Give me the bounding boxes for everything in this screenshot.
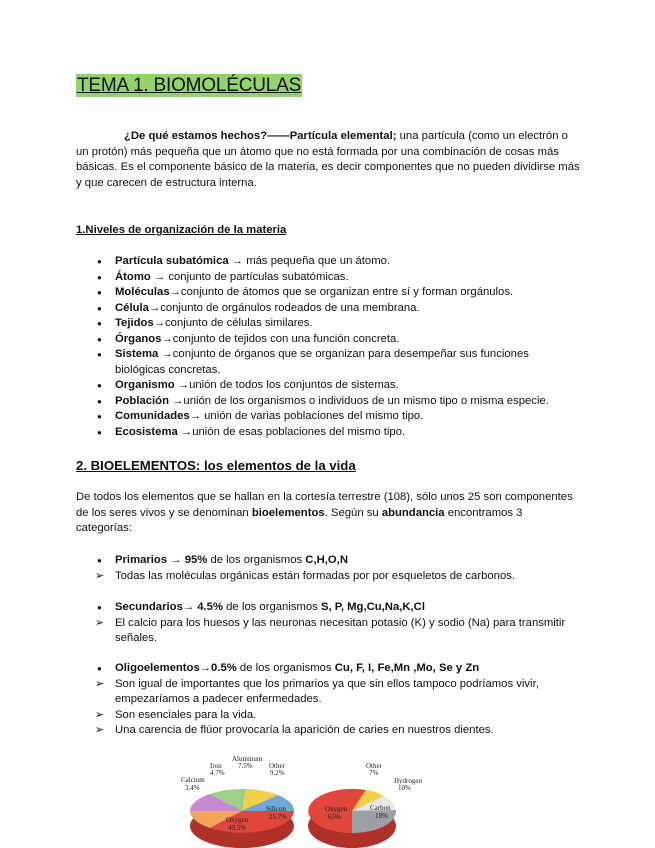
bioelements-intro (76, 490, 581, 537)
category-arrow: → (182, 601, 198, 613)
item-text: →conjunto de órganos que se organizan para desempeñar sus funciones biológicas concretas. (115, 348, 529, 376)
note-item: ➢ El calcio para los huesos y las neuronas necesitan potasio (K) y sodio (Na) para transmitir señales. (76, 616, 581, 647)
chart1-label-silicon: Silicon (266, 805, 286, 813)
intro-text: una partícula (como un electrón o un protón) más pequeña que un átomo que no está formada por una combinación de cosas más básicas. Es el componente básico de la materia, es decir componentes que no pueden dividirse más y que carecen de estructura interna. (76, 130, 580, 189)
chart1-label-aluminum: Aluminum (232, 755, 263, 763)
list-item (76, 409, 576, 425)
primarios-bullet (76, 553, 581, 569)
chart2-label-other: Other (366, 762, 382, 770)
chart2-value-hydrogen: 10% (398, 784, 411, 792)
item-term: Moléculas (115, 286, 170, 298)
primarios-group (76, 553, 581, 584)
item-term: Ecosistema (115, 425, 178, 438)
para-text: . Según su (324, 506, 382, 519)
para-bold-term: abundancia (381, 506, 445, 519)
item-term: Partícula subatómica (115, 255, 229, 267)
organization-levels-list (76, 254, 576, 440)
category-elements: C,H,O,N (305, 554, 348, 566)
note-item: ➢ Son igual de importantes que los primarios ya que sin ellos tampoco podríamos vivir, empezaríamos a padecer enfermedades. (76, 677, 581, 708)
item-text: →unión de todos los conjuntos de sistemas. (174, 379, 399, 391)
chart2-value-other: 7% (369, 769, 379, 777)
intro-paragraph (76, 129, 581, 191)
intro-question: ¿De qué estamos hechos? (124, 130, 268, 142)
item-term: Comunidades (115, 410, 190, 422)
chart1-label-iron: Iron (210, 762, 222, 770)
category-percent: 0.5% (211, 662, 237, 674)
chart2-label-carbon: Carbon (370, 804, 391, 812)
section-1-heading: 1.Niveles de organización de la materia (76, 224, 287, 236)
item-term: Sistema (115, 348, 159, 360)
chart2-label-hydrogen: Hydrogen (394, 777, 422, 785)
category-elements: S, P, Mg,Cu,Na,K,Cl (320, 601, 425, 613)
category-text: de los organismos (236, 662, 335, 674)
category-term: Secundarios (115, 601, 183, 613)
item-term: Organismo (115, 379, 175, 391)
item-text: → más pequeña que un átomo. (228, 255, 391, 267)
item-text: → conjunto de partículas subatómicas. (150, 270, 349, 283)
charts-svg (170, 755, 445, 848)
category-elements: Cu, F, I, Fe,Mn ,Mo, Se y Zn (334, 662, 480, 674)
list-item (76, 332, 576, 348)
list-item (76, 316, 576, 332)
item-text: → unión de varias poblaciones del mismo tipo. (189, 410, 424, 422)
item-term: Tejidos (115, 317, 154, 329)
item-term: Población (115, 394, 169, 407)
category-arrow: → (167, 554, 185, 566)
oligo-bullet (76, 661, 581, 677)
intro-term: Partícula elemental; (289, 130, 397, 142)
para-text: encontramos 3 categorías: (76, 506, 523, 535)
list-item (76, 394, 576, 410)
item-text: →unión de los organismos o individuos de un mismo tipo o misma especie. (168, 394, 549, 407)
list-item (76, 425, 576, 441)
para-text: De todos los elementos que se hallan en la cortesía terrestre (108), sólo unos 25 son componentes de los seres vivos y se denominan (76, 491, 573, 519)
chart1-value-oxygen: 49.5% (228, 824, 247, 832)
category-arrow: → (199, 662, 212, 674)
item-text: →unión de esas poblaciones del mismo tipo. (177, 425, 406, 438)
category-percent: 95% (184, 554, 208, 566)
pie-chart-crust (181, 755, 294, 848)
category-text: de los organismos (207, 554, 306, 566)
list-item (76, 285, 576, 301)
list-item (76, 254, 576, 270)
chart2-value-carbon: 18% (375, 812, 388, 820)
chart1-value-iron: 4.7% (210, 769, 225, 777)
oligo-group (76, 661, 581, 739)
list-item (76, 270, 576, 286)
chart2-value-oxygen: 65% (328, 813, 341, 821)
secundarios-group (76, 600, 581, 647)
category-percent: 4.5% (197, 601, 223, 613)
para-bold-term: bioelementos (251, 506, 325, 519)
category-text: de los organismos (223, 601, 321, 613)
note-item: ➢ Todas las moléculas orgánicas están formadas por por esqueletos de carbonos. (76, 569, 581, 585)
category-term: Primarios (115, 554, 168, 566)
chart1-label-oxygen: Oxygen (226, 816, 249, 824)
list-item (76, 347, 576, 378)
chart1-label-other: Other (269, 762, 285, 770)
list-item (76, 378, 576, 394)
item-term: Átomo (115, 270, 151, 283)
list-item (76, 301, 576, 317)
chart2-label-oxygen: Oxygen (325, 805, 348, 813)
chart1-label-calcium: Calcium (181, 776, 205, 784)
page-title: TEMA 1. BIOMOLÉCULAS (77, 75, 302, 96)
intro-dash: —— (267, 130, 290, 142)
note-item: ➢ Son esenciales para la vida. (76, 708, 581, 724)
item-text: →conjunto de células similares. (153, 317, 313, 329)
item-text: →conjunto de tejidos con una función concreta. (161, 332, 400, 345)
pie-chart-body (308, 762, 422, 848)
note-item: ➢ Una carencia de flúor provocaría la aparición de caries en nuestros dientes. (76, 723, 581, 739)
section-2-heading: 2. BIOELEMENTOS: los elementos de la vida (76, 458, 356, 473)
chart1-value-other: 9.2% (270, 769, 285, 777)
item-term: Célula (115, 301, 149, 314)
chart1-value-silicon: 25.7% (269, 813, 288, 821)
category-term: Oligoelementos (115, 662, 200, 674)
secundarios-bullet (76, 600, 581, 616)
chart1-value-aluminum: 7.5% (238, 762, 253, 770)
item-text: →conjunto de orgánulos rodeados de una membrana. (148, 301, 420, 314)
item-term: Órganos (115, 332, 162, 345)
element-abundance-charts (170, 755, 445, 848)
chart1-value-calcium: 3.4% (185, 784, 200, 792)
item-text: →conjunto de átomos que se organizan entre sí y forman orgánulos. (169, 286, 514, 298)
